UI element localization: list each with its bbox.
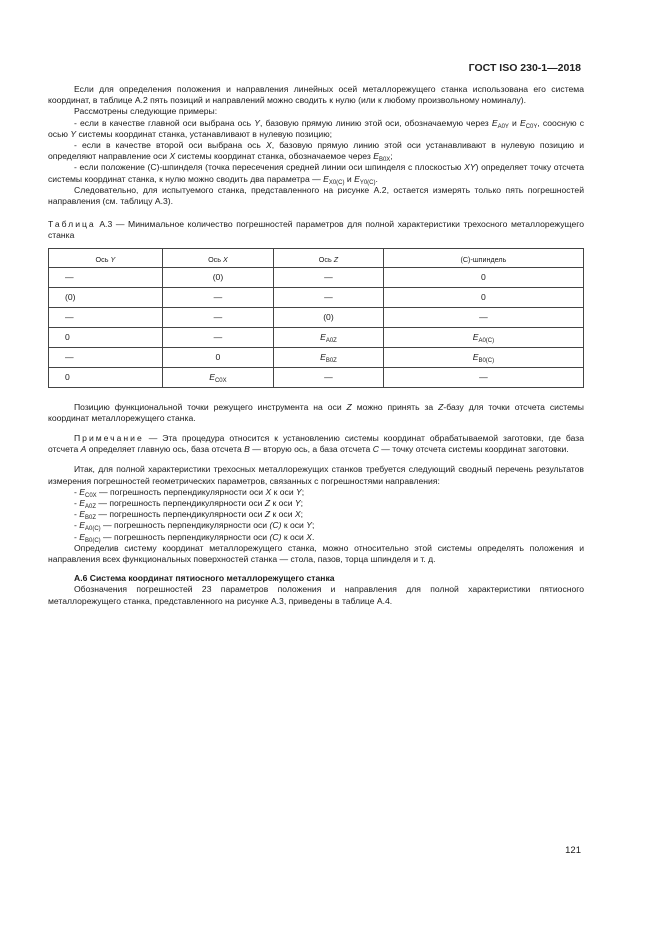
paragraph-6: Определив систему координат металлорежущего станка, можно относительно этой системы определять положения и направления всех функциональных поверхностей станка — стола, пазов, торца шпинделя и т. д.: [48, 542, 584, 565]
table-row: [49, 367, 584, 387]
paragraph-2: Рассмотрены следующие примеры:: [74, 106, 218, 117]
table-cell: —: [383, 307, 583, 327]
table-cell: $E_{B0(C)}$: [383, 347, 583, 367]
table-row: [49, 267, 584, 287]
table-row: [49, 347, 584, 367]
list-item: - $E_{C0X}$ — погрешность перпендикулярности оси X к оси Y;: [74, 486, 305, 499]
list-item: - $E_{B0(C)}$ — погрешность перпендикулярности оси (C) к оси X.: [74, 531, 315, 544]
header-axis-z: Ось Z: [274, 248, 384, 267]
page-number: 121: [565, 845, 581, 856]
list-item: - $E_{A0Z}$ — погрешность перпендикулярности оси Z к оси Y;: [74, 498, 304, 511]
page-header: ГОСТ ISO 230-1—2018: [468, 62, 581, 74]
table-cell: —: [162, 307, 273, 327]
header-axis-x: Ось X: [162, 248, 273, 267]
header-axis-y: Ось Y: [49, 248, 163, 267]
table-cell: $E_{A0(C)}$: [383, 327, 583, 347]
table-header-row: [49, 248, 584, 267]
table-cell: 0: [383, 287, 583, 307]
paragraph-7: Обозначения погрешностей 23 параметров положения и направления для полной характеристики пятиосного металлорежущего станка, представленного на рисунке А.3, приведены в таблице А.4.: [48, 584, 584, 606]
paragraph-1: Если для определения положения и направления линейных осей металлорежущего станка использована его система координат, в таблице А.2 пять позиций и направлений можно сводить к нулю (или к любому произвольному номиналу).: [48, 84, 584, 106]
paragraph-4: Позицию функциональной точки режущего инструмента на оси Z можно принять за Z-базу для точки отсчета системы координат металлорежущего станка.: [48, 401, 584, 423]
table-cell: —: [162, 327, 273, 347]
table-cell: —: [383, 367, 583, 387]
list-item: - $E_{B0Z}$ — погрешность перпендикулярности оси Z к оси X;: [74, 509, 304, 522]
table-cell: 0: [49, 367, 163, 387]
table-cell: (0): [274, 307, 384, 327]
page-content: [48, 84, 584, 607]
paragraph-3: Следовательно, для испытуемого станка, представленного на рисунке А.2, остается измерять только пять погрешностей направления (см. таблицу А.3).: [48, 184, 584, 207]
table-cell: —: [49, 347, 163, 367]
table-cell: —: [49, 307, 163, 327]
table-cell: (0): [49, 287, 163, 307]
table-cell: $E_{B0Z}$: [274, 347, 384, 367]
table-caption: Таблица А.3 — Минимальное количество погрешностей параметров для полной характеристики трехосного металлорежущего станка: [48, 219, 584, 241]
table-cell: —: [274, 367, 384, 387]
table-cell: (0): [162, 267, 273, 287]
table-a3: [48, 248, 584, 388]
section-heading: А.6 Система координат пятиосного металлорежущего станка: [74, 573, 335, 584]
table-cell: —: [162, 287, 273, 307]
table-cell: $E_{A0Z}$: [274, 327, 384, 347]
bullet-spindle: - если положение (С)-шпинделя (точка пересечения средней линии оси шпинделя с плоскостью XY) определяет точку отсчета системы координат станка, к нулю можно сводить два параметра — $E_{X0(C)}$ и $E_{Y0(C)}$.: [48, 162, 585, 186]
list-item: - $E_{A0(C)}$ — погрешность перпендикулярности оси (C) к оси Y;: [74, 520, 315, 533]
table-cell: 0: [49, 327, 163, 347]
note: Примечание — Эта процедура относится к установлению системы координат обрабатываемой заготовки, где база отсчета A определяет главную ось, база отсчета B — вторую ось, а база отсчета C — точку отсчета системы координат заготовки.: [48, 433, 584, 455]
table-row: [49, 327, 584, 347]
paragraph-5: Итак, для полной характеристики трехосных металлорежущих станков требуется следующий сводный перечень результатов измерения погрешностей геометрических параметров, связанных с погрешностями направления:: [48, 464, 584, 486]
table-row: [49, 307, 584, 327]
table-cell: —: [49, 267, 163, 287]
table-row: [49, 287, 584, 307]
table-cell: —: [274, 287, 384, 307]
table-cell: 0: [162, 347, 273, 367]
table-cell: —: [274, 267, 384, 287]
bullet-second-axis: - если в качестве второй оси выбрана ось X, базовую прямую линию этой оси устанавливают в нулевую позицию и определяют направление оси X системы координат станка, обозначаемое через $E_{B0X}$;: [48, 140, 584, 164]
table-cell: 0: [383, 267, 583, 287]
bullet-main-axis: - если в качестве главной оси выбрана ось Y, базовую прямую линию этой оси, обозначаемую через $E_{A0Y}$ и $E_{C0Y}$, соосную с осью Y системы координат станка, устанавливают в нулевую позицию;: [48, 117, 585, 139]
table-cell: $E_{C0X}$: [162, 367, 273, 387]
header-spindle: (С)-шпиндель: [383, 248, 583, 267]
